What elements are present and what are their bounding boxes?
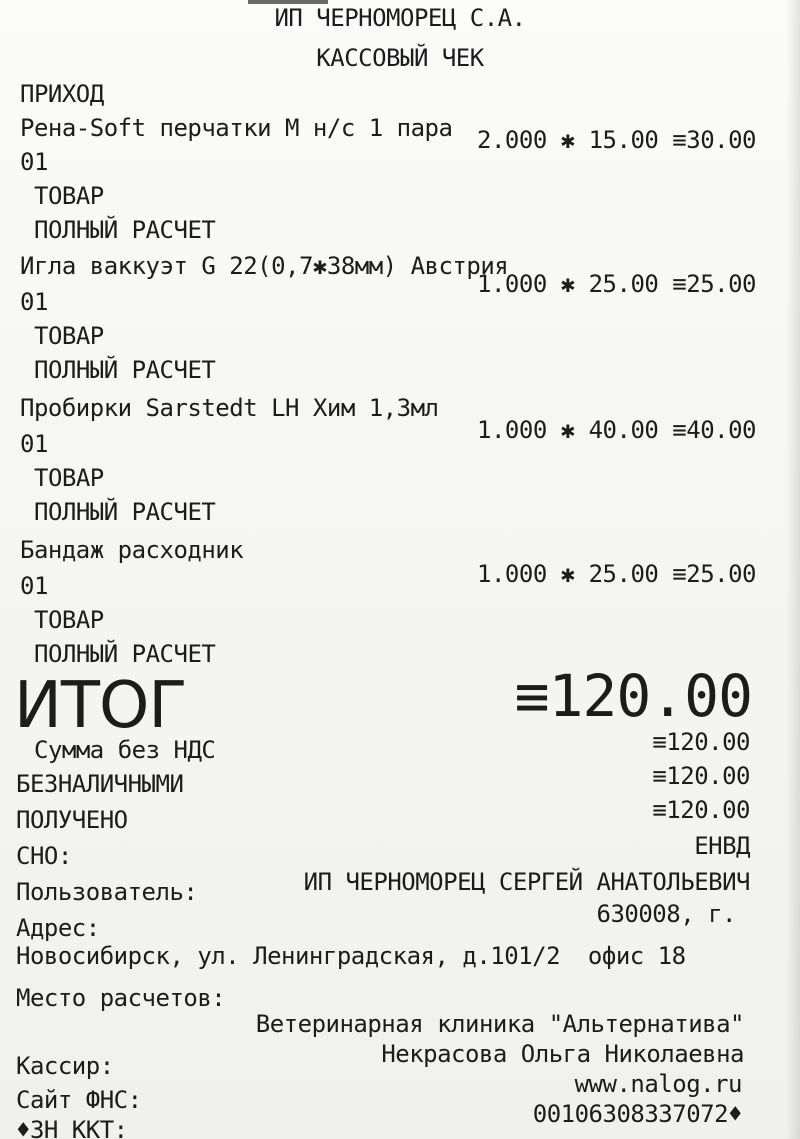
- total-value: ≡120.00: [514, 662, 752, 730]
- item-type: ТОВАР: [34, 182, 104, 210]
- item-calculation: 2.000 ✱ 15.00 ≡30.00: [477, 126, 756, 154]
- item-type: ТОВАР: [34, 606, 104, 634]
- item-name: Игла ваккуэт G 22(0,7✱38мм) Австрия: [20, 252, 509, 280]
- no-vat-value: ≡120.00: [652, 728, 750, 756]
- item-calculation: 1.000 ✱ 25.00 ≡25.00: [477, 270, 756, 298]
- item-code: 01: [20, 288, 48, 316]
- item-code: 01: [20, 572, 48, 600]
- total-label: ИТОГ: [14, 669, 187, 743]
- kkt-serial-label: ♦ЗН ККТ:: [16, 1116, 128, 1139]
- fns-site-label: Сайт ФНС:: [16, 1086, 142, 1114]
- address-value-line-1: 630008, г.: [596, 900, 736, 928]
- item-payment-method: ПОЛНЫЙ РАСЧЕТ: [34, 498, 216, 526]
- item-type: ТОВАР: [34, 322, 104, 350]
- address-value-line-2: Новосибирск, ул. Ленинградская, д.101/2 офис 18: [16, 942, 686, 970]
- paper-edge-shadow: [786, 0, 800, 1139]
- item-name: Бандаж расходник: [20, 536, 244, 564]
- cashless-label: БЕЗНАЛИЧНЫМИ: [16, 770, 184, 798]
- tax-system-label: СНО:: [16, 842, 72, 870]
- cashier-value: Некрасова Ольга Николаевна: [381, 1040, 744, 1068]
- received-value: ≡120.00: [652, 796, 750, 824]
- item-code: 01: [20, 430, 48, 458]
- user-value: ИП ЧЕРНОМОРЕЦ СЕРГЕЙ АНАТОЛЬЕВИЧ: [303, 868, 750, 896]
- document-type: КАССОВЫЙ ЧЕК: [316, 44, 484, 72]
- cashier-label: Кассир:: [16, 1052, 114, 1080]
- item-payment-method: ПОЛНЫЙ РАСЧЕТ: [34, 640, 216, 668]
- item-name: Рена-Soft перчатки М н/с 1 пара: [20, 114, 453, 142]
- item-name: Пробирки Sarstedt LH Хим 1,3мл: [20, 394, 439, 422]
- fns-site-value: www.nalog.ru: [574, 1070, 742, 1098]
- user-label: Пользователь:: [16, 878, 198, 906]
- company-name: ИП ЧЕРНОМОРЕЦ С.А.: [274, 4, 526, 32]
- item-type: ТОВАР: [34, 464, 104, 492]
- place-value: Ветеринарная клиника "Альтернатива": [255, 1010, 744, 1038]
- item-payment-method: ПОЛНЫЙ РАСЧЕТ: [34, 216, 216, 244]
- cashless-value: ≡120.00: [652, 762, 750, 790]
- no-vat-label: Сумма без НДС: [34, 736, 216, 764]
- tax-system-value: ЕНВД: [694, 832, 750, 860]
- address-label: Адрес:: [16, 914, 100, 942]
- item-code: 01: [20, 148, 48, 176]
- place-label: Место расчетов:: [16, 984, 226, 1012]
- kkt-serial-value: 0010630833707​2♦: [532, 1100, 742, 1128]
- operation-type: ПРИХОД: [20, 80, 104, 108]
- item-payment-method: ПОЛНЫЙ РАСЧЕТ: [34, 356, 216, 384]
- item-calculation: 1.000 ✱ 25.00 ≡25.00: [477, 560, 756, 588]
- item-calculation: 1.000 ✱ 40.00 ≡40.00: [477, 416, 756, 444]
- received-label: ПОЛУЧЕНО: [16, 806, 128, 834]
